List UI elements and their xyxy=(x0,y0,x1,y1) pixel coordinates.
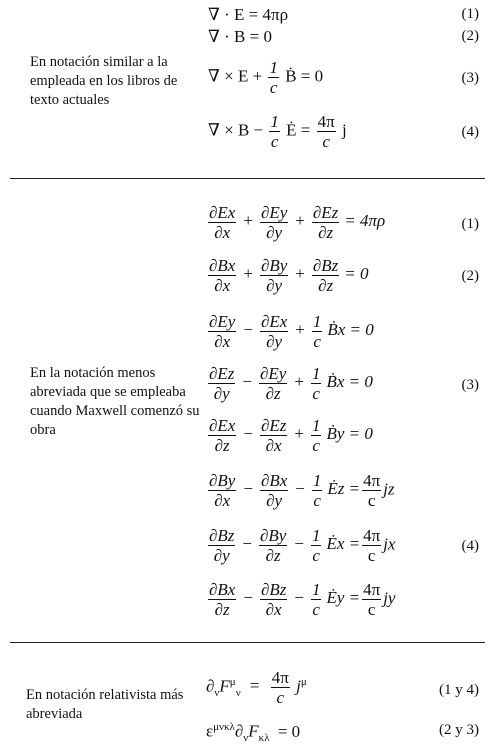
fraction: $\frac{1}{c}$ xyxy=(311,580,321,619)
eq-number: (2) xyxy=(461,28,479,44)
fraction: $\frac{\partial Ey}{\partial x}$ xyxy=(209,312,236,351)
fraction: $\frac{1}{c}$ xyxy=(270,112,279,151)
equation-row: $\frac{\partial Ez}{\partial y}$ − $\frac{\partial Ey}{\partial z}$ + $\frac{1}{c}$ Ḃx = 0 xyxy=(209,364,373,403)
eq-divergence-b: ∇ · B = 0 xyxy=(208,27,272,46)
section-2-label: En la notación menos abreviada que se empleaba cuando Maxwell comenzó su obra xyxy=(30,365,200,438)
fraction: $\frac{\partial By}{\partial y}$ xyxy=(260,256,288,295)
eq-curl-e: ∇ × E + $\frac{1}{c}$ Ḃ = 0 xyxy=(208,58,324,97)
fraction: $\frac{1}{c}$ xyxy=(311,364,321,403)
eq-number: (1 y 4) xyxy=(439,682,479,698)
eq-number: (2) xyxy=(461,268,479,284)
eq-number: (4) xyxy=(461,538,479,554)
equation-row: $\frac{\partial Bx}{\partial x}$ + $\frac{\partial By}{\partial y}$ + $\frac{\partial Bz}{\partial z}$ = 0 xyxy=(209,256,369,295)
equation-row: $\frac{\partial Bz}{\partial y}$ − $\frac{\partial By}{\partial z}$ − $\frac{1}{c}$ Ėx = $\frac{4\pi}{c}$ jx xyxy=(209,526,396,565)
fraction: $\frac{\partial Bz}{\partial z}$ xyxy=(312,256,339,295)
fraction: $\frac{4\pi}{c}$ xyxy=(271,668,289,707)
equation-row: $\frac{\partial By}{\partial x}$ − $\frac{\partial Bx}{\partial y}$ − $\frac{1}{c}$ Ėz = $\frac{4\pi}{c}$ jz xyxy=(209,471,395,510)
fraction: $\frac{\partial Ey}{\partial y}$ xyxy=(260,203,288,242)
eq-number: (3) xyxy=(461,377,479,393)
eq-curl-b: ∇ × B − $\frac{1}{c}$ Ė = $\frac{4\pi}{c}$ j xyxy=(208,112,347,151)
eq-number: (1) xyxy=(461,6,479,22)
equation-row: $\frac{\partial Ey}{\partial x}$ − $\frac{\partial Ex}{\partial y}$ + $\frac{1}{c}$ Ḃx = 0 xyxy=(209,312,374,351)
fraction: $\frac{1}{c}$ xyxy=(312,312,322,351)
fraction: $\frac{\partial Ez}{\partial y}$ xyxy=(209,364,235,403)
fraction: $\frac{\partial Bz}{\partial y}$ xyxy=(209,526,235,565)
fraction: $\frac{\partial By}{\partial z}$ xyxy=(260,526,287,565)
divider xyxy=(10,642,485,643)
fraction: $\frac{\partial Ez}{\partial x}$ xyxy=(260,416,287,455)
eq-number: (1) xyxy=(461,216,479,232)
section-3-label: En notación relativista más abreviada xyxy=(26,687,184,722)
fraction: $\frac{1}{c}$ xyxy=(311,416,321,455)
eq-number: (4) xyxy=(461,124,479,140)
fraction: $\frac{\partial Ex}{\partial x}$ xyxy=(209,203,236,242)
eq-number: (2 y 3) xyxy=(439,722,479,738)
fraction: $\frac{\partial Ex}{\partial z}$ xyxy=(209,416,236,455)
fraction: $\frac{\partial Bx}{\partial z}$ xyxy=(209,580,236,619)
fraction: $\frac{1}{c}$ xyxy=(269,58,278,97)
fraction: $\frac{1}{c}$ xyxy=(311,526,321,565)
fraction: $\frac{\partial Bz}{\partial x}$ xyxy=(260,580,287,619)
equation-row: $\frac{\partial Ex}{\partial z}$ − $\frac{\partial Ez}{\partial x}$ + $\frac{1}{c}$ Ḃy = 0 xyxy=(209,416,373,455)
fraction: $\frac{4\pi}{c}$ xyxy=(363,526,381,565)
fraction: $\frac{\partial Ex}{\partial y}$ xyxy=(260,312,288,351)
fraction: $\frac{\partial By}{\partial x}$ xyxy=(209,471,236,510)
fraction: $\frac{\partial Ey}{\partial z}$ xyxy=(260,364,287,403)
fraction: $\frac{4\pi}{c}$ xyxy=(363,580,381,619)
fraction: $\frac{4\pi}{c}$ xyxy=(317,112,335,151)
eq-number: (3) xyxy=(461,70,479,86)
eq-relativistic-2: $\varepsilon^{\mu\nu\kappa\lambda}\partial_\nu F_{\kappa\lambda} = 0$ xyxy=(206,721,301,745)
fraction: $\frac{\partial Ez}{\partial z}$ xyxy=(312,203,339,242)
fraction: $\frac{4\pi}{c}$ xyxy=(363,471,381,510)
fraction: $\frac{\partial Bx}{\partial y}$ xyxy=(260,471,288,510)
fraction: $\frac{\partial Bx}{\partial x}$ xyxy=(209,256,236,295)
equation-row: $\frac{\partial Bx}{\partial z}$ − $\frac{\partial Bz}{\partial x}$ − $\frac{1}{c}$ Ėy = $\frac{4\pi}{c}$ jy xyxy=(209,580,396,619)
eq-divergence-e: ∇ · E = 4πρ xyxy=(208,5,289,24)
fraction: $\frac{1}{c}$ xyxy=(312,471,322,510)
equation-row: $\frac{\partial Ex}{\partial x}$ + $\frac{\partial Ey}{\partial y}$ + $\frac{\partial Ez}{\partial z}$ = 4πρ xyxy=(209,203,386,242)
section-1-label: En notación similar a la empleada en los libros de texto actuales xyxy=(30,54,178,108)
divider xyxy=(10,178,485,179)
eq-relativistic-1: $\partial_\nu F^\mu_\nu$ = $\frac{4\pi}{c}$ $j^\mu$ xyxy=(206,668,307,707)
